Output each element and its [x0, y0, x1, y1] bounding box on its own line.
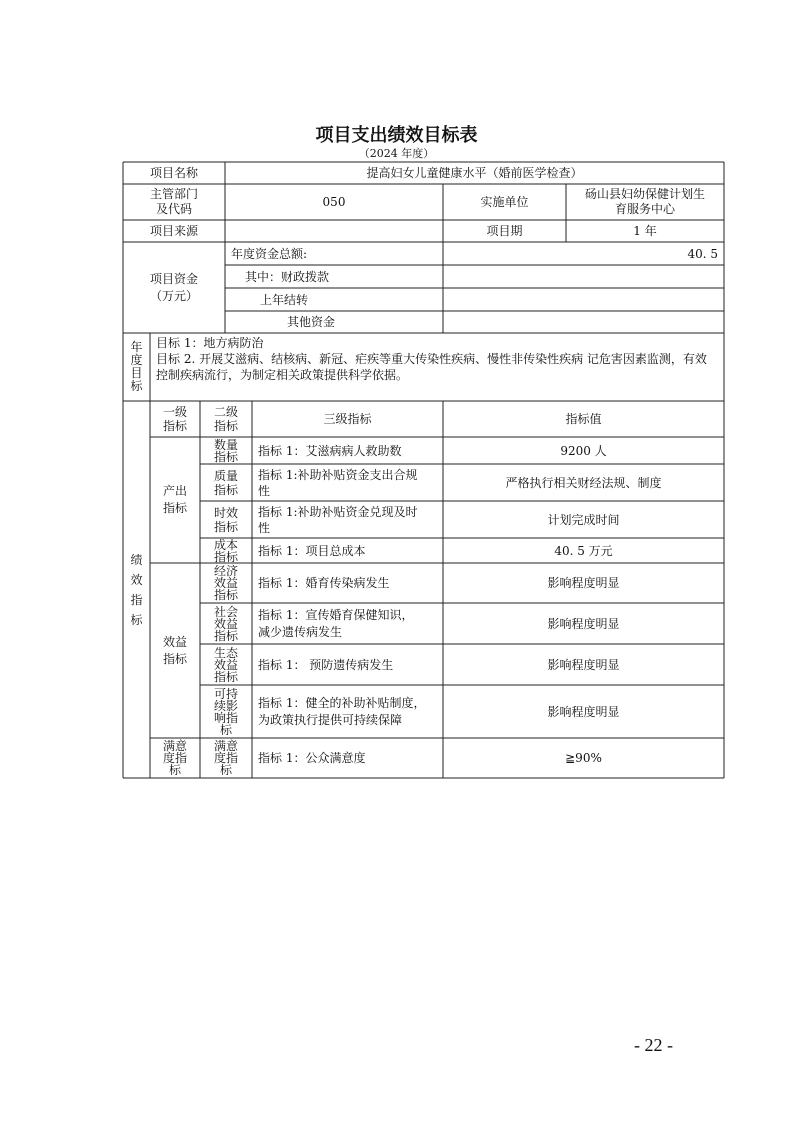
value-social: 影响程度明显 [547, 616, 620, 631]
project-name-value: 提高妇女儿童健康水平（婚前医学检查） [366, 166, 583, 180]
header-level1: 一级 指标 [162, 405, 187, 433]
goal-2: 目标 2. 开展艾滋病、结核病、新冠、疟疾等重大传染性疾病、慢性非传染性疾病 记危害因素监测，有效控制疾病流行，为制定相关政策提供科学依据。 [156, 352, 707, 382]
lvl3-economic: 指标 1：婚育传染病发生 [258, 576, 390, 590]
source-value [225, 220, 443, 242]
project-name-label: 项目名称 [149, 166, 198, 180]
lvl3-satisfaction: 指标 1：公众满意度 [258, 751, 366, 765]
value-satisfaction: ≧90% [565, 751, 602, 765]
lvl2-economic: 经济 效益 指标 [213, 564, 238, 602]
output-indicator-label: 产出 指标 [162, 484, 187, 515]
annual-total-value: 40. 5 [687, 246, 718, 261]
last-year-value [443, 288, 724, 311]
perf-indicator-label: 绩 效 指 标 [130, 552, 143, 627]
annual-goal-content [150, 333, 724, 401]
lvl2-cost: 成本 指标 [213, 538, 238, 563]
value-quality: 严格执行相关财经法规、制度 [505, 475, 662, 490]
impl-unit-label: 实施单位 [480, 195, 529, 209]
lvl2-sustainable: 可持 续影 响指 标 [213, 686, 238, 737]
fiscal-label: 其中：财政拨款 [245, 269, 330, 284]
lvl2-satisfaction: 满意 度指 标 [213, 739, 238, 777]
lvl2-quality: 质量 指标 [213, 468, 238, 497]
lvl3-quality: 指标 1:补助补贴资金支出合规 性 [258, 467, 418, 498]
benefit-indicator-label: 效益 指标 [162, 634, 187, 666]
value-cost: 40. 5 万元 [554, 543, 613, 558]
page-number: - 22 - [634, 1035, 673, 1055]
lvl2-quantity: 数量 指标 [213, 437, 238, 464]
lvl2-social: 社会 效益 指标 [213, 604, 238, 643]
source-label: 项目来源 [149, 224, 198, 238]
page-subtitle: （2024 年度） [358, 147, 435, 160]
funds-label: 项目资金 （万元） [149, 271, 198, 303]
last-year-label: 上年结转 [260, 292, 309, 307]
value-sustainable: 影响程度明显 [547, 704, 620, 719]
lvl3-quantity: 指标 1：艾滋病病人救助数 [258, 443, 402, 458]
header-level3: 三级指标 [323, 412, 372, 426]
value-economic: 影响程度明显 [547, 576, 620, 590]
dept-code-label: 主管部门 及代码 [149, 187, 198, 216]
lvl3-social: 指标 1：宣传婚育保健知识， 减少遗传病发生 [258, 607, 414, 639]
lvl2-timeliness: 时效 指标 [213, 505, 238, 534]
header-level2: 二级 指标 [213, 405, 238, 433]
lvl3-ecological: 指标 1： 预防遗传病发生 [258, 657, 394, 672]
lvl3-timeliness: 指标 1:补助补贴资金兑现及时 性 [258, 504, 418, 535]
other-funds-value [443, 311, 724, 333]
value-timeliness: 计划完成时间 [547, 512, 620, 527]
annual-total-label: 年度资金总额: [231, 246, 308, 261]
impl-unit-value: 砀山县妇幼保健计划生 育服务中心 [584, 187, 705, 216]
satisfaction-indicator-label: 满意 度指 标 [162, 739, 187, 777]
period-value: 1 年 [633, 224, 657, 238]
goal-1: 目标 1：地方病防治 [156, 336, 264, 350]
other-funds-label: 其他资金 [287, 315, 336, 329]
dept-code-value: 050 [322, 195, 346, 209]
lvl3-cost: 指标 1：项目总成本 [258, 543, 366, 558]
lvl3-sustainable: 指标 1：健全的补助补贴制度， 为政策执行提供可持续保障 [258, 695, 426, 727]
page-title: 项目支出绩效目标表 [315, 125, 478, 146]
header-value: 指标值 [565, 412, 602, 426]
value-quantity: 9200 人 [560, 443, 607, 458]
fiscal-value [443, 265, 724, 288]
period-label: 项目期 [486, 224, 523, 238]
value-ecological: 影响程度明显 [547, 657, 620, 672]
annual-goal-label: 年 度 目 标 [130, 340, 143, 393]
lvl2-ecological: 生态 效益 指标 [213, 645, 238, 684]
